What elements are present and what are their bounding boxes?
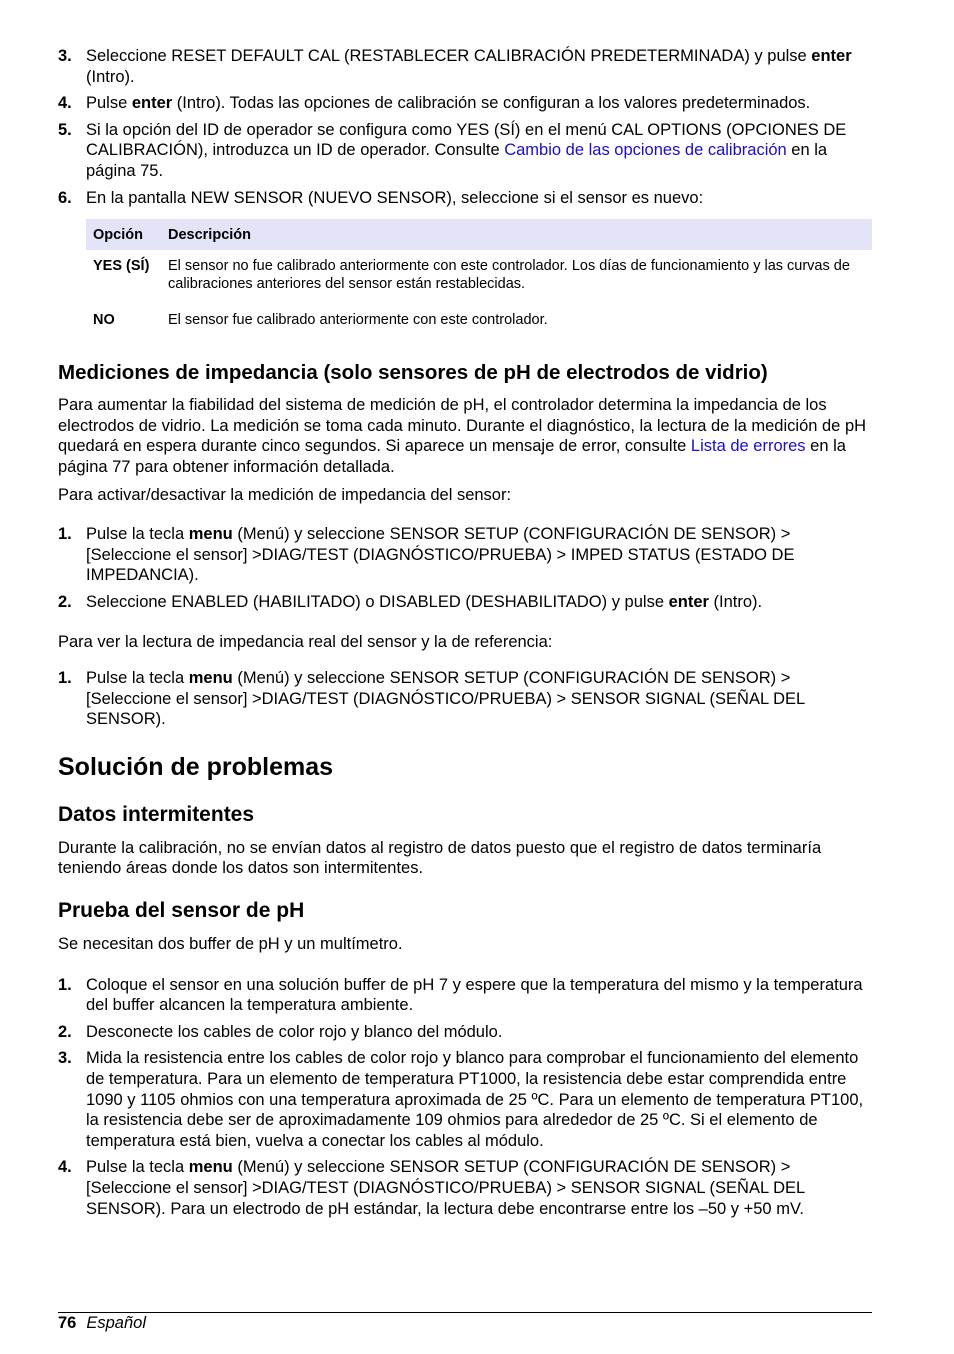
column-header-description: Descripción [161, 219, 872, 250]
steps-calibration [58, 46, 872, 208]
list-item [58, 46, 872, 87]
list-item [58, 592, 872, 613]
text-run: Si la opción del ID de operador se configura como YES (SÍ) en el menú CAL OPTIONS (OPCIONES DE CALIBRACIÓN), introduzca un ID de operador. Consulte [86, 120, 847, 160]
step-text [86, 592, 872, 613]
text-run: Para aumentar la fiabilidad del sistema de medición de pH, el controlador determina la impedancia de los electrodos de vidrio. La medición se toma cada minuto. Durante el diagnóstico, la lectura de la medición de pH quedará en espera durante cinco segundos. Si aparece un mensaje de error, consulte [58, 396, 867, 456]
key-name: enter [131, 94, 173, 113]
list-item [58, 1048, 872, 1151]
cross-reference-link[interactable]: Cambio de las opciones de calibración [504, 141, 787, 160]
text-run: en la página 75. [86, 141, 828, 180]
text-run: (Menú) y seleccione SENSOR SETUP (CONFIGURACIÓN DE SENSOR) > [Seleccione el sensor] >DIAG/TEST (DIAGNÓSTICO/PRUEBA) > SENSOR SIGNAL (SEÑAL DEL SENSOR). [86, 669, 805, 729]
table-header-row [86, 219, 872, 250]
step-text [86, 668, 872, 730]
steps-impedance-toggle [58, 524, 872, 612]
list-item [58, 120, 872, 182]
text-run: En la pantalla NEW SENSOR (NUEVO SENSOR), seleccione si el sensor es nuevo: [86, 188, 704, 207]
step-number: 1. [58, 525, 72, 544]
impedance-read-intro: Para ver la lectura de impedancia real del sensor y la de referencia: [58, 632, 553, 651]
text-run: Desconecte los cables de color rojo y blanco del módulo. [86, 1022, 503, 1041]
step-number: 1. [58, 975, 72, 994]
step-number: 1. [58, 669, 72, 688]
step-number: 5. [58, 120, 72, 139]
key-name: enter [668, 592, 709, 611]
text-run: (Intro). [708, 592, 763, 611]
steps-ph-test [58, 975, 872, 1220]
step-text [86, 46, 872, 87]
steps-impedance-read [58, 668, 872, 730]
column-header-option: Opción [86, 219, 161, 250]
list-item [58, 975, 872, 1016]
subsection-heading-ph-test: Prueba del sensor de pH [58, 899, 305, 923]
list-item [58, 668, 872, 730]
impedance-toggle-intro: Para activar/desactivar la medición de impedancia del sensor: [58, 485, 512, 504]
section-heading-impedance: Mediciones de impedancia (solo sensores de pH de electrodos de vidrio) [58, 361, 768, 385]
impedance-paragraph [58, 395, 872, 477]
step-text [86, 120, 872, 182]
text-run: Mida la resistencia entre los cables de color rojo y blanco para comprobar el funcionamiento del elemento de temperatura. Para un elemento de temperatura PT1000, la resistencia debe estar comprendida entre 1090 y 1105 ohmios con una temperatura aproximada de 25 ºC. Para un elemento de temperatura PT100, la resistencia debe ser de aproximadamente 109 ohmios para alrededor de 25 ºC. Si el elemento de temperatura está bien, vuelva a conectar los cables al módulo. [86, 1049, 864, 1150]
subsection-heading-intermittent: Datos intermitentes [58, 802, 255, 826]
step-text [86, 1022, 872, 1043]
cross-reference-link[interactable]: Lista de errores [690, 437, 806, 456]
step-number: 6. [58, 188, 72, 207]
page-number: 76 [58, 1314, 77, 1332]
list-item [58, 524, 872, 586]
list-item [58, 1157, 872, 1219]
step-text [86, 93, 872, 114]
ph-test-intro: Se necesitan dos buffer de pH y un multímetro. [58, 935, 403, 954]
table-cell-description: El sensor fue calibrado anteriormente con este controlador. [168, 312, 548, 329]
page-footer [58, 1312, 872, 1333]
text-run: Pulse [86, 94, 132, 113]
step-number: 2. [58, 592, 72, 611]
section-heading-troubleshooting: Solución de problemas [58, 752, 334, 781]
key-name: menu [188, 669, 233, 688]
step-text [86, 1157, 872, 1219]
step-text [86, 975, 872, 1016]
document-page [58, 46, 872, 1225]
text-run: (Menú) y seleccione SENSOR SETUP (CONFIGURACIÓN DE SENSOR) > [Seleccione el sensor] >DIAG/TEST (DIAGNÓSTICO/PRUEBA) > IMPED STATUS (ESTADO DE IMPEDANCIA). [86, 525, 795, 585]
text-run: (Intro). [86, 67, 135, 86]
list-item [58, 1022, 872, 1043]
step-number: 4. [58, 1158, 72, 1177]
table-row [86, 250, 872, 299]
text-run: Seleccione ENABLED (HABILITADO) o DISABLED (DESHABILITADO) y pulse [86, 592, 669, 611]
table-row [86, 299, 872, 335]
text-run: Coloque el sensor en una solución buffer de pH 7 y espere que la temperatura del mismo y la temperatura del buffer alcancen la temperatura ambiente. [86, 975, 863, 1015]
new-sensor-options-table [86, 219, 872, 335]
text-run: Pulse la tecla [86, 1158, 189, 1177]
step-number: 4. [58, 94, 72, 113]
list-item [58, 93, 872, 114]
text-run: (Menú) y seleccione SENSOR SETUP (CONFIGURACIÓN DE SENSOR) > [Seleccione el sensor] >DIAG/TEST (DIAGNÓSTICO/PRUEBA) > SENSOR SIGNAL (SEÑAL DEL SENSOR). Para un electrodo de pH estándar, la lectura debe encontrarse entre los –50 y +50 mV. [86, 1158, 805, 1218]
step-number: 3. [58, 1049, 72, 1068]
intermittent-paragraph: Durante la calibración, no se envían datos al registro de datos puesto que el registro de datos terminaría teniendo áreas donde los datos son intermitentes. [58, 838, 822, 878]
key-name: menu [188, 525, 233, 544]
text-run: en la página 77 para obtener información detallada. [58, 437, 846, 476]
key-name: enter [811, 47, 852, 65]
table-cell-option: NO [93, 312, 115, 329]
text-run: Pulse la tecla [86, 525, 189, 544]
table-cell-option: YES (SÍ) [93, 258, 150, 275]
text-run: (Intro). Todas las opciones de calibración se configuran a los valores predeterminados. [172, 94, 811, 113]
step-number: 2. [58, 1022, 72, 1041]
list-item [58, 188, 872, 209]
table-cell-description: El sensor no fue calibrado anteriormente con este controlador. Los días de funcionamiento y las curvas de calibraciones anteriores del sensor están restablecidas. [168, 258, 850, 293]
key-name: menu [188, 1158, 233, 1177]
step-text [86, 524, 872, 586]
text-run: Pulse la tecla [86, 669, 189, 688]
step-text [86, 188, 872, 209]
step-text [86, 1048, 872, 1151]
footer-language: Español [86, 1314, 146, 1332]
text-run: Seleccione RESET DEFAULT CAL (RESTABLECER CALIBRACIÓN PREDETERMINADA) y pulse [86, 47, 812, 65]
step-number: 3. [58, 47, 72, 65]
